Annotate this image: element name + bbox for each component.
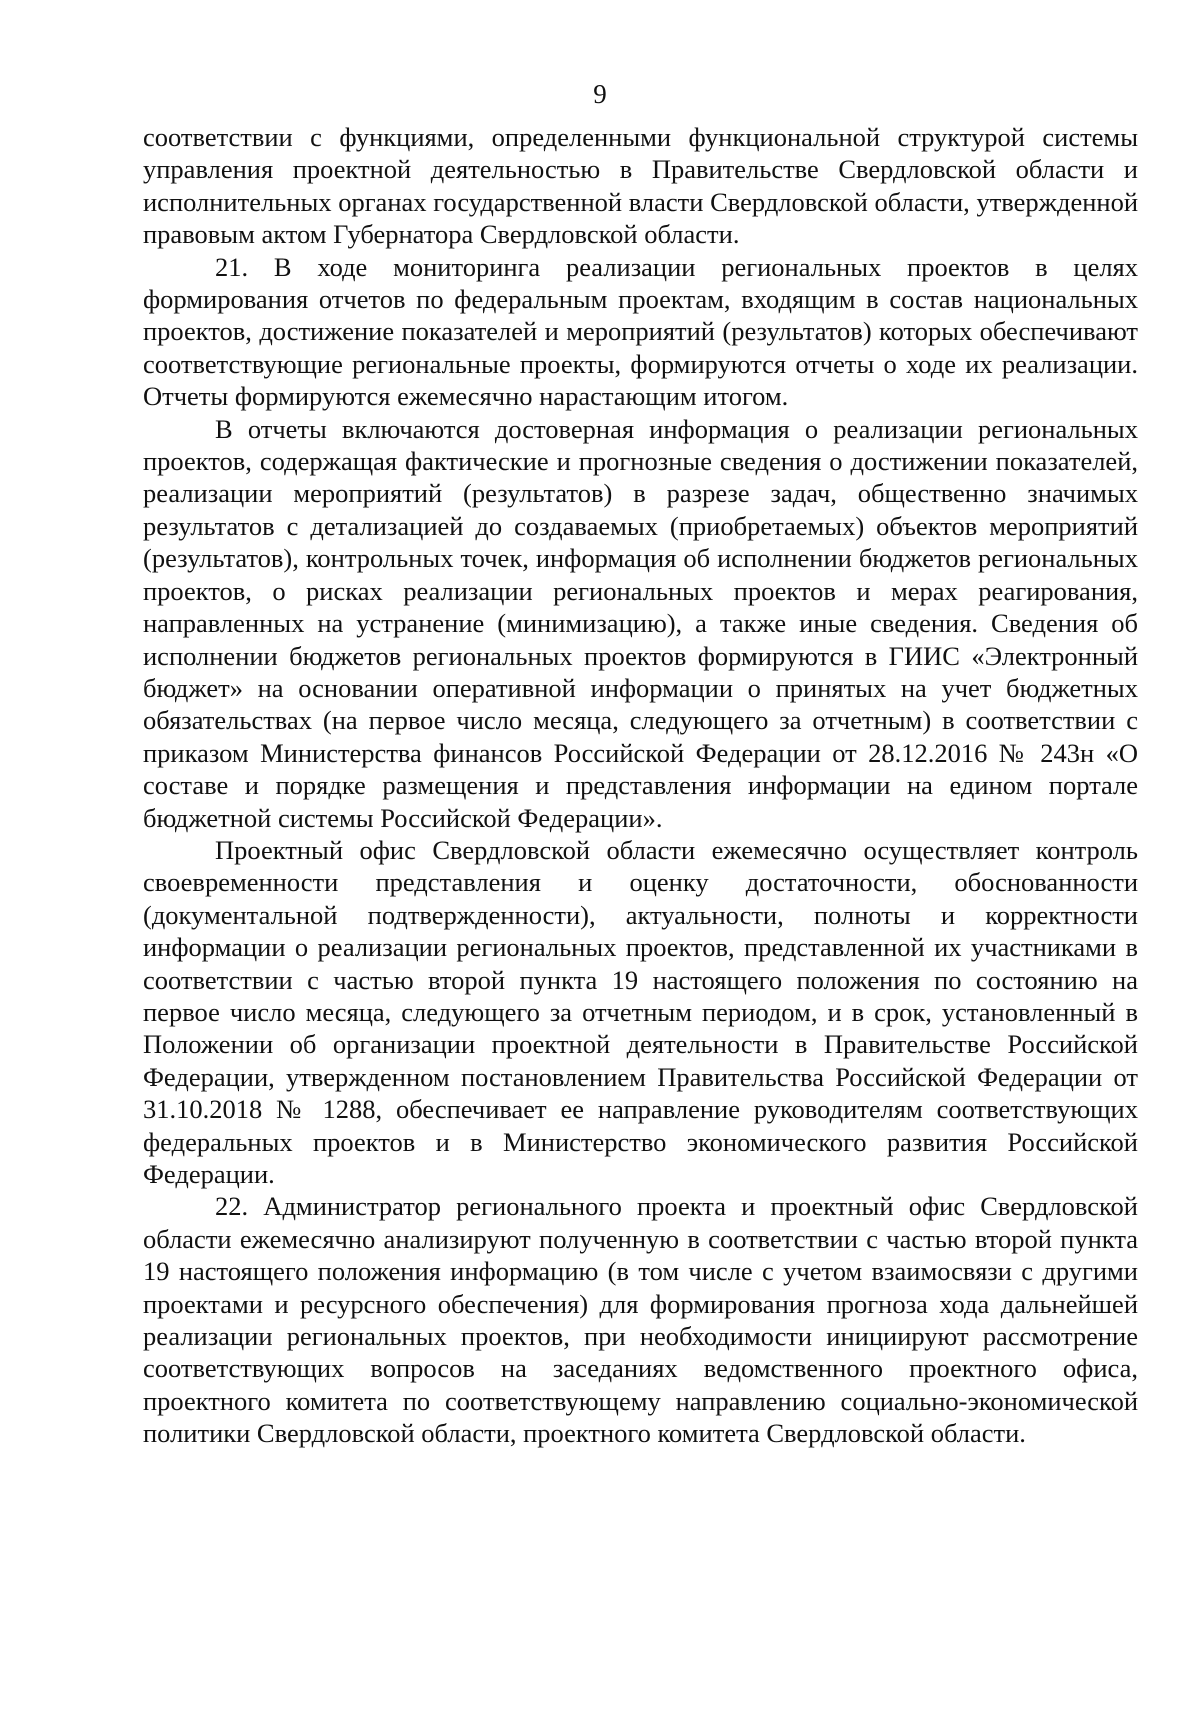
page-number: 9 <box>593 79 607 109</box>
document-body <box>143 121 1138 1450</box>
paragraph-project-office-control: Проектный офис Свердловской области ежемесячно осуществляет контроль своевременности представления и оценку достаточности, обоснованности (документальной подтвержденности), актуальности, полноты и корректности информации о реализации региональных проектов, представленной их участниками в соответствии с частью второй пункта 19 настоящего положения по состоянию на первое число месяца, следующего за отчетным периодом, и в срок, установленный в Положении об организации проектной деятельности в Правительстве Российской Федерации, утвержденном постановлением Правительства Российской Федерации от 31.10.2018 № 1288, обеспечивает ее направление руководителям соответствующих федеральных проектов и в Министерство экономического развития Российской Федерации. <box>143 834 1138 1189</box>
paragraph-item-21: 21. В ходе мониторинга реализации региональных проектов в целях формирования отчетов по федеральным проектам, входящим в состав национальных проектов, достижение показателей и мероприятий (результатов) которых обеспечивают соответствующие региональные проекты, формируются отчеты о ходе их реализации. Отчеты формируются ежемесячно нарастающим итогом. <box>143 251 1138 412</box>
paragraph-item-22: 22. Администратор регионального проекта и проектный офис Свердловской области ежемесячно анализируют полученную в соответствии с частью второй пункта 19 настоящего положения информацию (в том числе с учетом взаимосвязи с другими проектами и ресурсного обеспечения) для формирования прогноза хода дальнейшей реализации региональных проектов, при необходимости инициируют рассмотрение соответствующих вопросов на заседаниях ведомственного проектного офиса, проектного комитета по соответствующему направлению социально-экономической политики Свердловской области, проектного комитета Свердловской области. <box>143 1191 1138 1449</box>
paragraph-continuation: соответствии с функциями, определенными функциональной структурой системы управления проектной деятельностью в Правительстве Свердловской области и исполнительных органах государственной власти Свердловской области, утвержденной правовым актом Губернатора Свердловской области. <box>143 122 1138 250</box>
paragraph-report-contents: В отчеты включаются достоверная информация о реализации региональных проектов, содержащая фактические и прогнозные сведения о достижении показателей, реализации мероприятий (результатов) в разрезе задач, общественно значимых результатов с детализацией до создаваемых (приобретаемых) объектов мероприятий (результатов), контрольных точек, информация об исполнении бюджетов региональных проектов, о рисках реализации региональных проектов и мерах реагирования, направленных на устранение (минимизацию), а также иные сведения. Сведения об исполнении бюджетов региональных проектов формируются в ГИИС «Электронный бюджет» на основании оперативной информации о принятых на учет бюджетных обязательствах (на первое число месяца, следующего за отчетным) в соответствии с приказом Министерства финансов Российской Федерации от 28.12.2016 № 243н «О составе и порядке размещения и представления информации на едином портале бюджетной системы Российской Федерации». <box>143 413 1138 833</box>
